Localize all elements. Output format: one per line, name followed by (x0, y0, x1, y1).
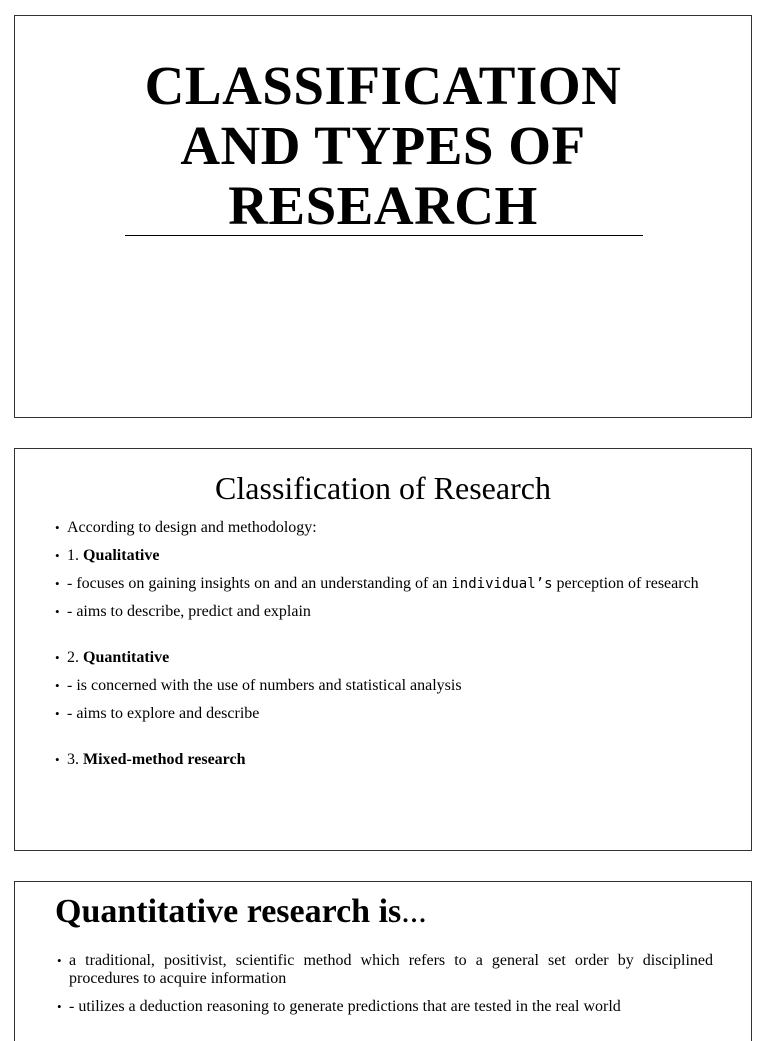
main-title-line-1: CLASSIFICATION (144, 55, 622, 116)
bullet-item (55, 547, 709, 565)
slide-title (14, 15, 752, 418)
bullet-number: 1. (67, 547, 83, 564)
slide-heading-ellipsis: ... (401, 893, 427, 930)
slide-heading-text: Quantitative research is (55, 893, 402, 930)
bullet-list (57, 952, 713, 1026)
bullet-text: According to design and methodology: (67, 519, 317, 536)
bullet-number: 2. (67, 649, 83, 666)
slide-classification (14, 448, 752, 851)
bullet-text: - aims to explore and describe (67, 705, 260, 722)
slide-heading: Classification of Research (215, 470, 551, 506)
bullet-item (55, 649, 709, 667)
bullet-number: 3. (67, 751, 83, 768)
bullet-item: • a traditional, positivist, scientific method which refers to a general set order by disciplined procedures to acquire information (57, 952, 713, 988)
bullet-item: • - utilizes a deduction reasoning to generate predictions that are tested in the real world (57, 998, 713, 1016)
bullet-text: - is concerned with the use of numbers and statistical analysis (67, 677, 462, 694)
bullet-heading: Mixed-method research (83, 751, 246, 768)
bullet-text: - focuses on gaining insights on and an understanding of an (67, 575, 452, 592)
bullet-item (55, 575, 709, 593)
bullet-text-mono: individual’s (451, 576, 553, 592)
slide-heading (55, 890, 427, 934)
main-title-line-2: AND TYPES OF (180, 115, 586, 176)
bullet-heading: Qualitative (83, 547, 160, 564)
bullet-list (55, 519, 709, 779)
title-underline (125, 235, 643, 236)
bullet-item (55, 677, 709, 695)
bullet-item (55, 603, 709, 621)
bullet-heading: Quantitative (83, 649, 170, 666)
slide-quantitative (14, 881, 752, 1041)
bullet-text: perception of research (552, 575, 699, 592)
bullet-text: - aims to describe, predict and explain (67, 603, 311, 620)
bullet-item (55, 519, 709, 537)
bullet-item (55, 751, 709, 769)
main-title (15, 56, 751, 236)
bullet-item (55, 705, 709, 723)
main-title-line-3: RESEARCH (228, 175, 538, 236)
